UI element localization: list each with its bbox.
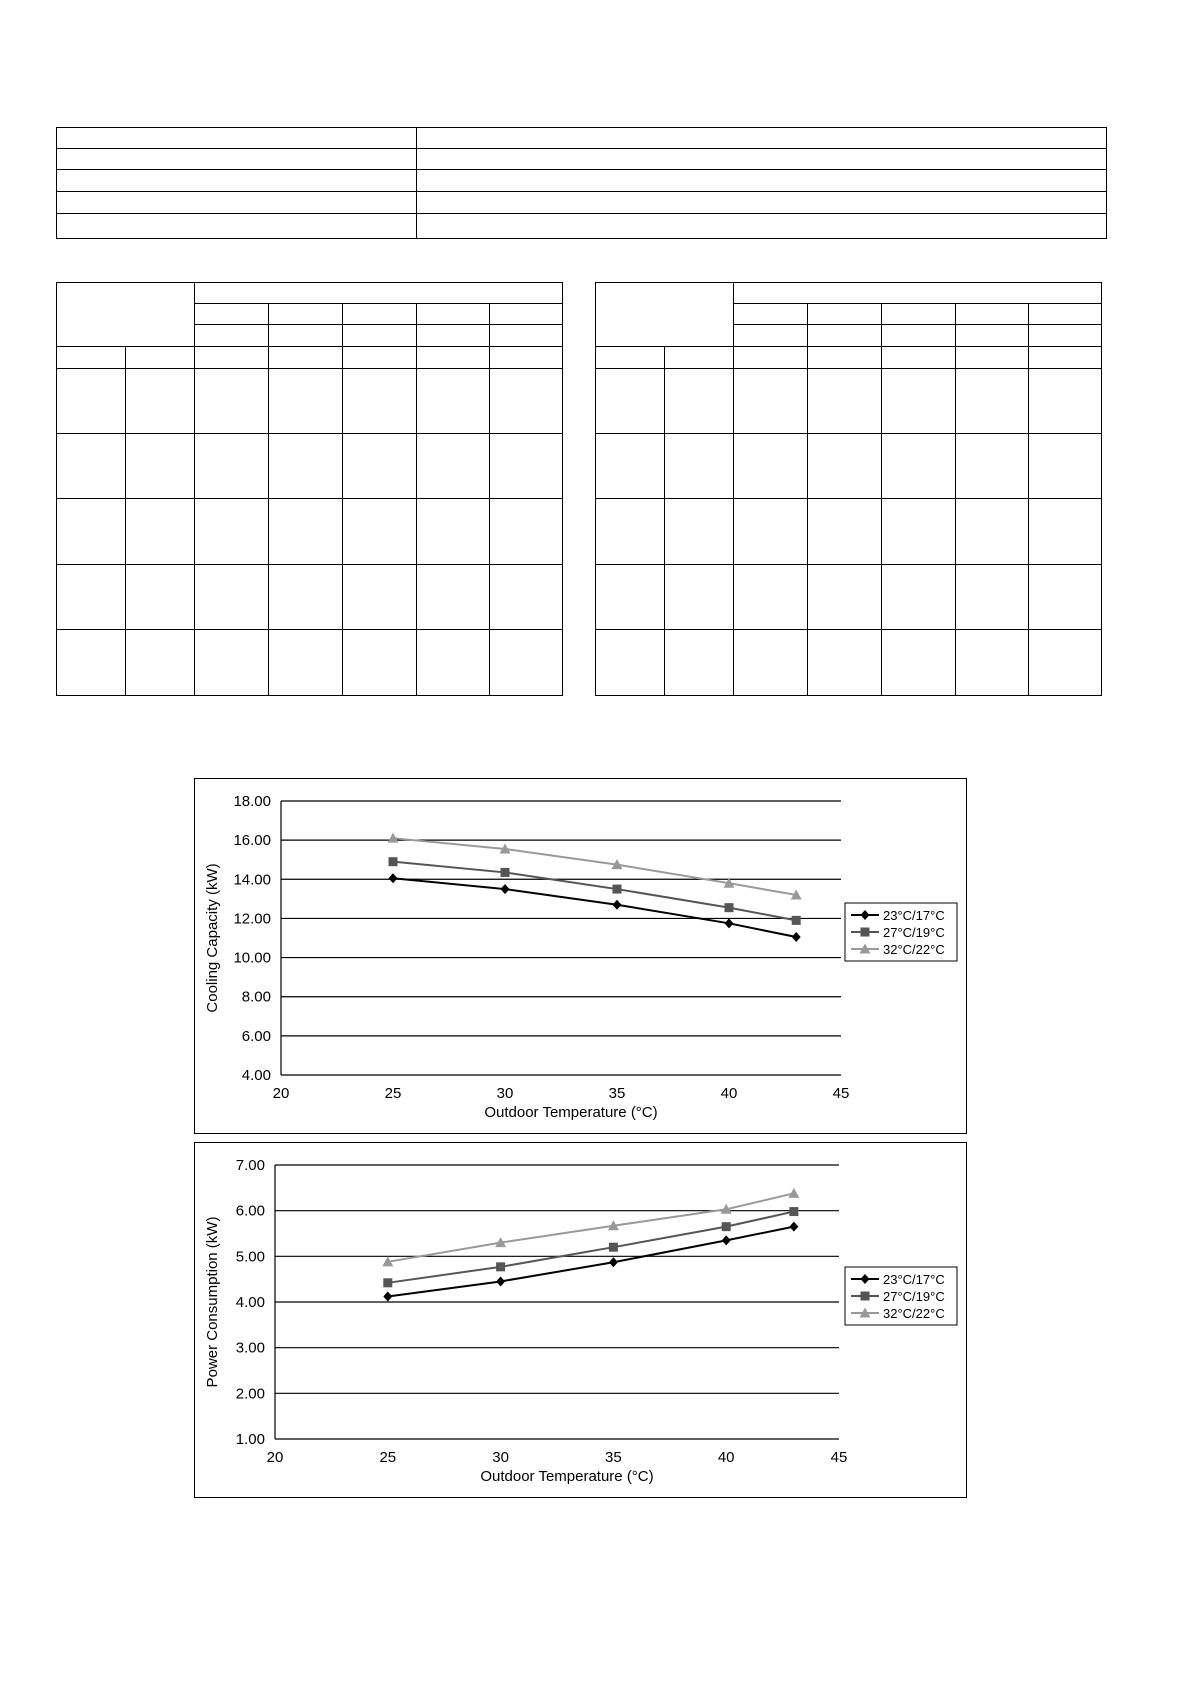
table-header (734, 347, 808, 369)
table-cell (490, 499, 563, 565)
spec-cell (417, 149, 1107, 170)
performance-table-left (56, 282, 563, 696)
x-tick-label: 25 (379, 1449, 397, 1466)
x-tick-label: 35 (605, 1449, 622, 1466)
x-tick-label: 30 (492, 1449, 509, 1466)
y-tick-label: 3.00 (235, 1339, 265, 1357)
y-tick-label: 5.00 (235, 1248, 265, 1266)
table-header (195, 325, 269, 347)
table-cell (808, 499, 882, 565)
legend-label: 32°C/22°C (883, 942, 945, 957)
table-cell (195, 630, 269, 696)
data-point (383, 1292, 392, 1302)
table-header (126, 347, 195, 369)
y-tick-label: 1.00 (235, 1431, 265, 1448)
y-tick-label: 14.00 (233, 871, 271, 889)
x-tick-label: 20 (272, 1085, 290, 1102)
spec-cell (417, 170, 1107, 192)
cooling-capacity-chart (194, 778, 967, 1134)
legend-marker (861, 928, 870, 937)
table-cell (734, 434, 808, 499)
table-cell (417, 630, 490, 696)
table-cell (808, 434, 882, 499)
table-header (882, 304, 956, 325)
x-axis-title: Outdoor Temperature (°C) (480, 1468, 654, 1485)
table-cell (734, 630, 808, 696)
x-tick-label: 45 (832, 1085, 850, 1102)
table-header (1029, 347, 1102, 369)
x-tick-label: 45 (830, 1449, 848, 1466)
table-cell (956, 434, 1029, 499)
table-cell (269, 434, 343, 499)
table-cell (269, 565, 343, 630)
x-tick-label: 40 (717, 1449, 735, 1466)
table-header (269, 304, 343, 325)
data-point (792, 932, 801, 942)
table-header (734, 283, 1102, 304)
y-tick-label: 12.00 (233, 910, 271, 928)
table-cell (57, 499, 126, 565)
table-cell (596, 565, 665, 630)
y-axis-title: Cooling Capacity (kW) (204, 863, 221, 1013)
table-cell (1029, 369, 1102, 434)
spec-cell (57, 214, 417, 239)
spec-cell (57, 192, 417, 214)
y-tick-label: 4.00 (241, 1067, 271, 1084)
data-point (722, 1235, 731, 1245)
x-tick-label: 25 (384, 1085, 402, 1102)
table-cell (956, 369, 1029, 434)
spec-cell (417, 214, 1107, 239)
table-cell (343, 630, 417, 696)
table-cell (126, 369, 195, 434)
table-header (195, 347, 269, 369)
table-cell (269, 630, 343, 696)
cooling-capacity-plot (195, 779, 968, 1135)
table-cell (665, 630, 734, 696)
table-header (665, 347, 734, 369)
table-cell (665, 499, 734, 565)
spec-cell (57, 170, 417, 192)
table-header (956, 347, 1029, 369)
table-cell (490, 434, 563, 499)
x-tick-label: 40 (720, 1085, 738, 1102)
table-cell (57, 369, 126, 434)
table-cell (269, 499, 343, 565)
table-header (343, 347, 417, 369)
data-point (496, 1276, 505, 1286)
legend-label: 27°C/19°C (883, 925, 945, 940)
spec-cell (417, 192, 1107, 214)
spec-cell (57, 149, 417, 170)
table-header (956, 325, 1029, 347)
table-cell (195, 434, 269, 499)
table-cell (882, 499, 956, 565)
table-header (956, 304, 1029, 325)
data-point (722, 1222, 731, 1231)
table-header (734, 304, 808, 325)
table-cell (417, 369, 490, 434)
table-cell (808, 565, 882, 630)
table-cell (956, 630, 1029, 696)
table-header (1029, 325, 1102, 347)
table-cell (343, 434, 417, 499)
data-point (613, 885, 622, 894)
data-point (788, 1188, 799, 1198)
table-cell (57, 565, 126, 630)
y-axis-title: Power Consumption (kW) (204, 1216, 221, 1388)
table-cell (195, 369, 269, 434)
power-consumption-chart (194, 1142, 967, 1498)
table-cell (417, 499, 490, 565)
table-header (882, 347, 956, 369)
table-cell (734, 499, 808, 565)
data-point (389, 857, 398, 866)
legend-label: 27°C/19°C (883, 1289, 945, 1304)
data-point (389, 873, 398, 883)
table-header (734, 325, 808, 347)
table-header (1029, 304, 1102, 325)
table-cell (417, 565, 490, 630)
table-cell (1029, 565, 1102, 630)
table-cell (734, 565, 808, 630)
table-cell (343, 565, 417, 630)
table-cell (882, 630, 956, 696)
table-header (195, 283, 563, 304)
table-cell (956, 499, 1029, 565)
data-point (725, 918, 734, 928)
data-point (613, 900, 622, 910)
data-point (609, 1243, 618, 1252)
table-cell (808, 630, 882, 696)
series-line (393, 878, 796, 937)
table-cell (596, 434, 665, 499)
table-header (417, 325, 490, 347)
table-cell (126, 434, 195, 499)
performance-table-right (595, 282, 1102, 696)
legend (845, 903, 957, 961)
table-header (490, 347, 563, 369)
table-header (57, 347, 126, 369)
series-line (393, 862, 796, 921)
legend-label: 23°C/17°C (883, 1272, 945, 1287)
table-cell (596, 369, 665, 434)
x-tick-label: 35 (608, 1085, 626, 1102)
data-point (383, 1278, 392, 1287)
table-cell (195, 499, 269, 565)
x-tick-label: 20 (266, 1449, 284, 1466)
table-header (808, 325, 882, 347)
x-tick-label: 30 (496, 1085, 514, 1102)
y-tick-label: 4.00 (235, 1294, 265, 1311)
y-tick-label: 10.00 (233, 949, 271, 967)
table-cell (343, 499, 417, 565)
data-point (789, 1207, 798, 1216)
table-cell (1029, 499, 1102, 565)
table-header (490, 304, 563, 325)
table-cell (956, 565, 1029, 630)
table-cell (490, 630, 563, 696)
table-cell (1029, 434, 1102, 499)
table-header (343, 325, 417, 347)
table-cell (126, 630, 195, 696)
table-header (490, 325, 563, 347)
table-cell (126, 499, 195, 565)
data-point (609, 1257, 618, 1267)
table-cell (665, 434, 734, 499)
table-header (343, 304, 417, 325)
table-cell (596, 499, 665, 565)
table-cell (490, 369, 563, 434)
x-axis-title: Outdoor Temperature (°C) (484, 1104, 658, 1121)
table-header (596, 347, 665, 369)
table-cell (882, 565, 956, 630)
table-header (417, 347, 490, 369)
spec-cell (417, 128, 1107, 149)
table-cell (343, 369, 417, 434)
table-header (417, 304, 490, 325)
table-cell (1029, 630, 1102, 696)
y-tick-label: 2.00 (235, 1385, 265, 1403)
table-header (882, 325, 956, 347)
table-corner (57, 283, 195, 347)
table-cell (596, 630, 665, 696)
data-point (501, 884, 510, 894)
data-point (725, 903, 734, 912)
table-cell (269, 369, 343, 434)
table-corner (596, 283, 734, 347)
legend-label: 32°C/22°C (883, 1306, 945, 1321)
table-cell (882, 434, 956, 499)
power-consumption-plot (195, 1143, 968, 1499)
data-point (501, 868, 510, 877)
table-cell (195, 565, 269, 630)
data-point (789, 1222, 798, 1232)
table-cell (126, 565, 195, 630)
y-tick-label: 8.00 (241, 988, 271, 1006)
y-tick-label: 6.00 (241, 1027, 271, 1045)
table-cell (808, 369, 882, 434)
series-line (388, 1227, 794, 1297)
table-cell (665, 565, 734, 630)
table-header (808, 347, 882, 369)
series-line (388, 1212, 794, 1283)
data-point (792, 916, 801, 925)
y-tick-label: 7.00 (235, 1157, 265, 1174)
table-header (269, 325, 343, 347)
legend-label: 23°C/17°C (883, 908, 945, 923)
table-cell (665, 369, 734, 434)
table-header (269, 347, 343, 369)
table-cell (882, 369, 956, 434)
spec-table (56, 127, 1107, 239)
table-cell (417, 434, 490, 499)
legend-marker (861, 1292, 870, 1301)
legend (845, 1267, 957, 1325)
table-cell (57, 630, 126, 696)
spec-cell (57, 128, 417, 149)
table-header (195, 304, 269, 325)
table-cell (490, 565, 563, 630)
data-point (496, 1262, 505, 1271)
y-tick-label: 16.00 (233, 832, 271, 850)
y-tick-label: 6.00 (235, 1202, 265, 1220)
table-cell (734, 369, 808, 434)
table-cell (57, 434, 126, 499)
table-header (808, 304, 882, 325)
y-tick-label: 18.00 (233, 793, 271, 810)
